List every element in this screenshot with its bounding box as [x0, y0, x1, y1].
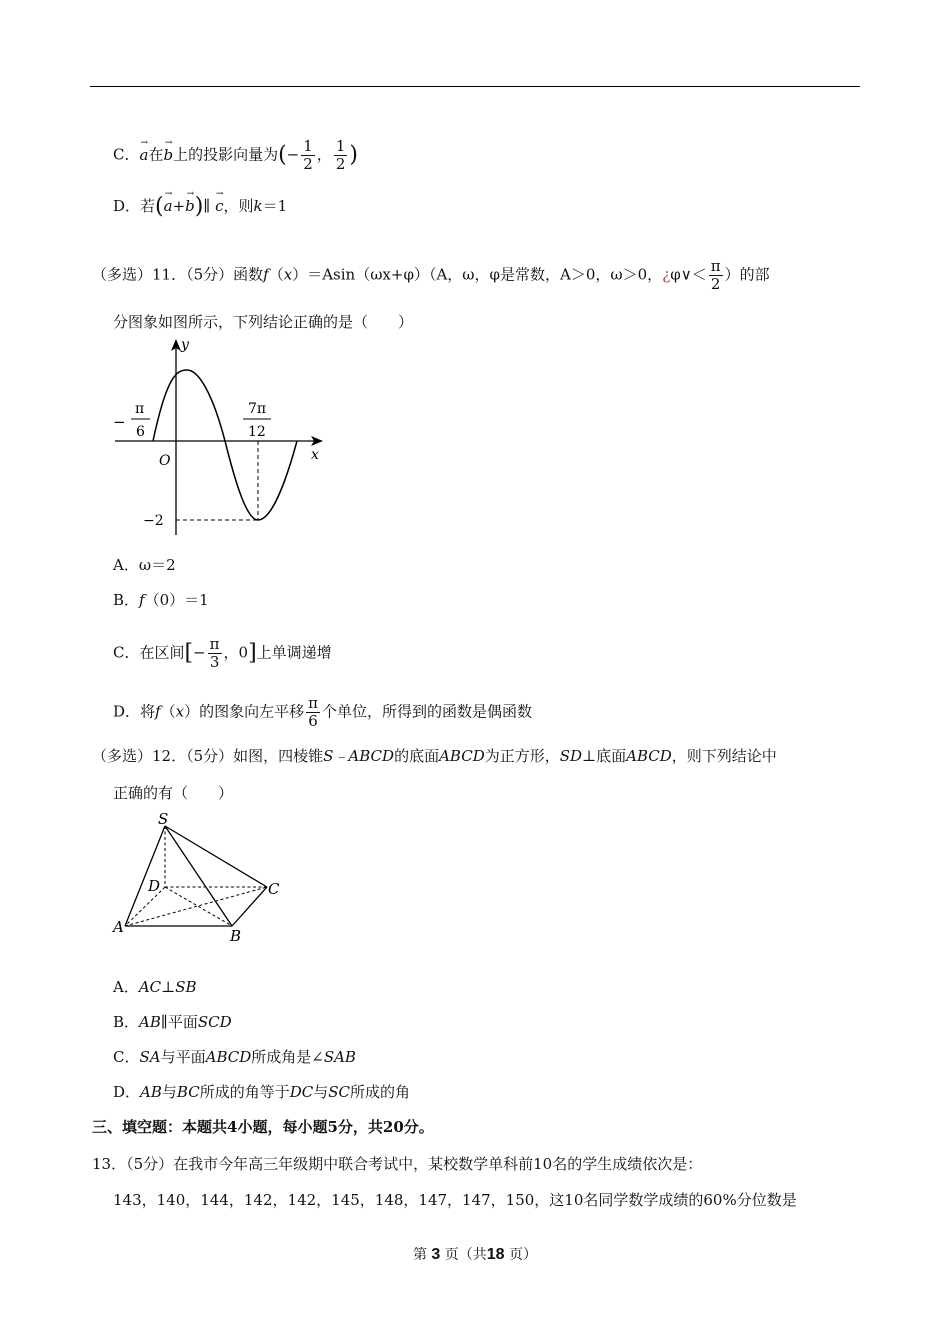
left-tick-neg: −: [113, 413, 126, 431]
right-tick-num: 7π: [248, 401, 267, 417]
q11-stem-line2: 分图象如图所示，下列结论正确的是（ ）: [113, 313, 414, 331]
q13-stem-line2: 143，140，144，142，142，145，148，147，147，150，这10名同学数学成绩的60%分位数是: [113, 1191, 797, 1209]
q10-option-d: D．若(→ a+→ b)∥ → c，则k＝1: [113, 196, 287, 217]
q11-sine-graph: [105, 335, 335, 545]
q11-stem-line1: （多选）11．（5分）函数f（x）＝Asin（ωx+φ）（A，ω，φ是常数，A＞0，ω＞0，¿φ∨＜ $\frac{\pi}{2}$ ）的部: [92, 257, 770, 293]
q11-option-d: D．将f（x）的图象向左平移 $\frac{\pi}{6}$ 个单位，所得到的函数是偶函数: [113, 694, 532, 730]
q12-option-a: A．AC⊥SB: [113, 978, 197, 996]
q11-option-c: C．在区间[− $\frac{\pi}{3}$ ，0]上单调递增: [113, 635, 332, 671]
vertex-a: A: [113, 918, 124, 936]
q13-stem-line1: 13．（5分）在我市今年高三年级期中联合考试中，某校数学单科前10名的学生成绩依次是：: [92, 1155, 703, 1173]
section-3-heading: 三、填空题：本题共4小题，每小题5分，共20分。: [92, 1118, 434, 1136]
vertex-s: S: [158, 810, 169, 828]
vertex-d: D: [148, 877, 161, 895]
q12-option-c: C．SA与平面ABCD所成角是∠SAB: [113, 1048, 356, 1066]
q12-pyramid-figure: [105, 808, 295, 948]
origin-label: O: [159, 453, 171, 469]
q11-option-a: A．ω＝2: [113, 556, 176, 574]
header-rule: [90, 86, 860, 87]
q11-option-b: B．f（0）＝1: [113, 591, 209, 609]
y-axis-label: y: [181, 337, 189, 353]
right-tick-den: 12: [248, 424, 266, 440]
vertex-c: C: [268, 880, 280, 898]
q12-option-b: B．AB∥平面SCD: [113, 1013, 232, 1031]
page-footer: 第 3 页（共18 页）: [412, 1246, 538, 1263]
left-tick-den: 6: [136, 424, 145, 440]
min-value-label: −2: [143, 513, 164, 529]
q12-stem-line2: 正确的有（ ）: [113, 784, 234, 802]
q12-option-d: D．AB与BC所成的角等于DC与SC所成的角: [113, 1083, 411, 1101]
q12-stem-line1: （多选）12．（5分）如图，四棱锥S﹣ABCD的底面ABCD为正方形，SD⊥底面ABCD，则下列结论中: [92, 747, 777, 765]
left-tick-num: π: [135, 401, 145, 417]
x-axis-label: x: [311, 447, 319, 463]
vertex-b: B: [230, 927, 242, 945]
q10-option-c: C．→ a在→ b上的投影向量为(− $\frac{1}{2}$ ， $\frac{1}{2}$ ): [113, 138, 358, 173]
